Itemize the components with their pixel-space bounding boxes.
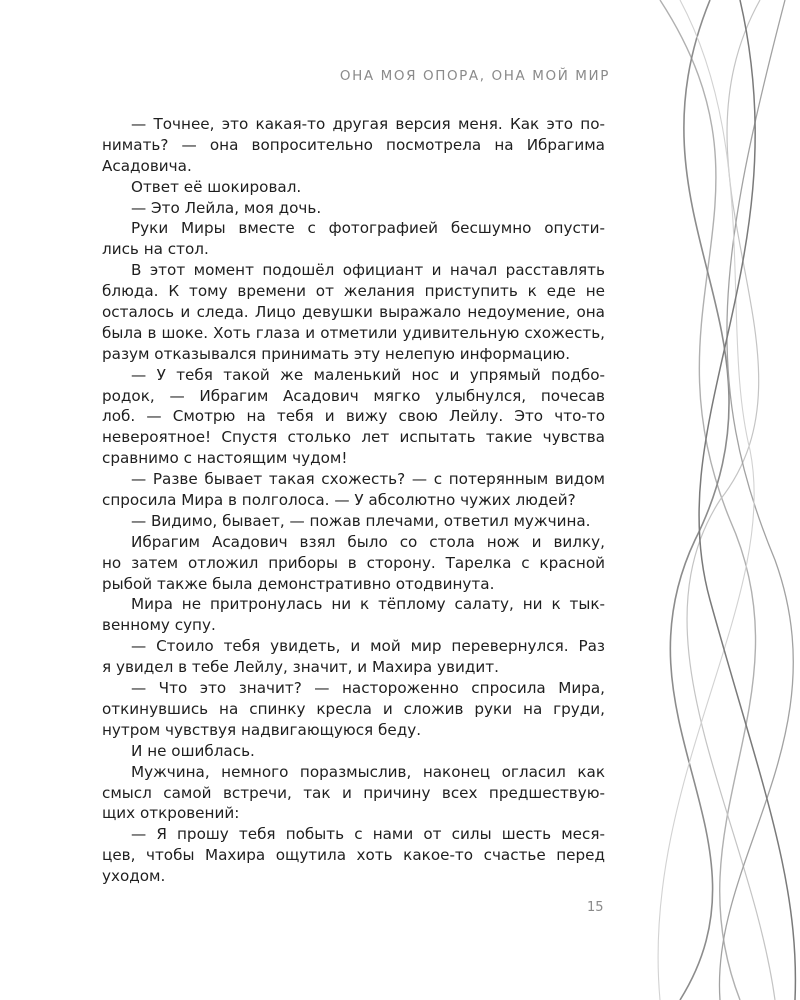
text-line: осталось и следа. Лицо девушки выражало недоумение, она <box>102 303 605 322</box>
text-line: — Видимо, бывает, — пожав плечами, ответил мужчина. <box>131 511 591 530</box>
text-line: — Это Лейла, моя дочь. <box>131 198 322 217</box>
text-line: была в шоке. Хоть глаза и отметили удивительную схожесть, <box>102 323 605 342</box>
text-line: И не ошиблась. <box>131 741 255 760</box>
text-line: щих откровений: <box>102 804 240 823</box>
text-line: откинувшись на спинку кресла и сложив руки на груди, <box>102 699 605 718</box>
text-line: невероятное! Спустя столько лет испытать такие чувства <box>102 428 605 447</box>
text-line: лись на стол. <box>102 240 209 259</box>
wave-line <box>660 0 756 1000</box>
text-line: — Я прошу тебя побыть с нами от силы шесть меся- <box>131 825 605 844</box>
text-line: — Точнее, это какая-то другая версия меня. Как это по- <box>131 115 605 133</box>
text-line: нимать? — она вопросительно посмотрела на Ибрагима <box>102 135 605 154</box>
text-line: В этот момент подошёл официант и начал расставлять <box>131 261 605 280</box>
text-line: — Стоило тебя увидеть, и мой мир перевернулся. Раз <box>131 637 605 656</box>
text-line: венному супу. <box>102 616 216 635</box>
text-line: смысл самой встречи, так и причину всех предшествую- <box>102 783 605 802</box>
text-line: блюда. К тому времени от желания приступить к еде не <box>102 282 605 301</box>
wave-line <box>699 0 795 1000</box>
text-line: лоб. — Смотрю на тебя и вижу свою Лейлу. Это что-то <box>102 407 605 426</box>
wave-line <box>687 0 775 1000</box>
decorative-wave-lines <box>600 0 800 1000</box>
text-line: уходом. <box>102 867 166 886</box>
text-line: Асадовича. <box>102 156 192 175</box>
text-line: но затем отложил приборы в сторону. Тарелка с красной <box>102 553 605 572</box>
text-line: Руки Миры вместе с фотографией бесшумно опусти- <box>131 219 605 238</box>
text-line: я увидел в тебе Лейлу, значит, и Махира увидит. <box>102 658 499 677</box>
running-header: ОНА МОЯ ОПОРА, ОНА МОЙ МИР <box>339 68 610 84</box>
text-line: — Разве бывает такая схожесть? — с потерянным видом <box>131 470 605 489</box>
text-line: — Что это значит? — настороженно спросила Мира, <box>131 679 605 698</box>
text-line: родок, — Ибрагим Асадович мягко улыбнулся, почесав <box>102 386 605 405</box>
wave-line <box>719 0 793 1000</box>
text-line: рыбой также была демонстративно отодвинута. <box>102 574 495 593</box>
text-line: — У тебя такой же маленький нос и упрямый подбо- <box>131 365 605 384</box>
text-line: спросила Мира в полголоса. — У абсолютно чужих людей? <box>102 491 576 510</box>
text-line: цев, чтобы Махира ощутила хоть какое-то счастье перед <box>102 846 605 865</box>
text-line: Ответ её шокировал. <box>131 177 302 196</box>
text-line: сравнимо с настоящим чудом! <box>102 449 348 468</box>
text-line: Мира не притронулась ни к тёплому салату, ни к тык- <box>131 595 605 614</box>
body-text <box>102 114 605 887</box>
page-number: 15 <box>587 900 604 915</box>
text-line: разум отказывался принимать эту нелепую информацию. <box>102 344 571 363</box>
wave-line <box>658 0 754 1000</box>
text-line: Мужчина, немного поразмыслив, наконец огласил как <box>131 762 605 781</box>
text-line: Ибрагим Асадович взял было со стола нож и вилку, <box>131 532 605 551</box>
text-line: нутром чувствуя надвигающуюся беду. <box>102 720 422 739</box>
